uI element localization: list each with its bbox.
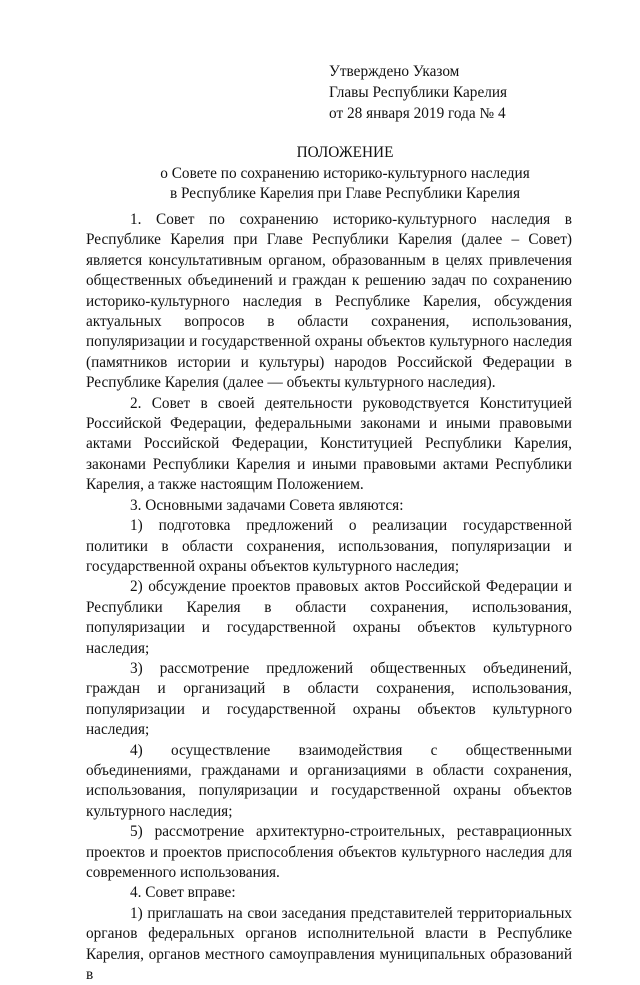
document-body — [86, 210, 572, 985]
paragraph: 1) подготовка предложений о реализации государственной политики в области сохранения, использования, популяризации и государственной охраны объектов культурного наследия; — [86, 517, 572, 575]
approval-stamp — [329, 61, 507, 124]
document-subtitle: о Совете по сохранению историко-культурного наследия — [160, 164, 530, 182]
paragraph: 3. Основными задачами Совета являются: — [130, 496, 404, 514]
paragraph: 4. Совет вправе: — [130, 884, 236, 902]
paragraph: 2) обсуждение проектов правовых актов Российской Федерации и Республики Карелия в области сохранения, использования, популяризации и государственной охраны объектов культурного наследия; — [86, 578, 572, 657]
paragraph: 1) приглашать на свои заседания представителей территориальных органов федеральных органов исполнительной власти в Республике Карелия, органов местного самоуправления муниципальных образований в — [86, 904, 572, 984]
document-title — [60, 143, 630, 205]
paragraph: 2. Совет в своей деятельности руководствуется Конституцией Российской Федерации, федеральными законами и иными правовыми актами Российской Федерации, Конституцией Республики Карелия, законами Республики Карелия и иными правовыми актами Республики Карелия, а также настоящим Положением. — [86, 394, 572, 494]
document-heading: ПОЛОЖЕНИЕ — [296, 144, 394, 161]
paragraph: 1. Совет по сохранению историко-культурного наследия в Республике Карелия при Главе Республики Карелия (далее – Совет) является консультативным органом, образованным в целях привлечения общественных объединений и граждан к решению задач по сохранению историко-культурного наследия в Республике Карелия, обсуждения актуальных вопросов в области сохранения, использования, популяризации и государственной охраны объектов культурного наследия (памятников истории и культуры) народов Российской Федерации в Республике Карелия (далее — объекты культурного наследия). — [86, 211, 572, 392]
approval-line: Утверждено Указом — [329, 63, 460, 80]
paragraph: 4) осуществление взаимодействия с общественными объединениями, гражданами и организациями в области сохранения, использования, популяризации и государственной охраны объектов культурного наследия; — [86, 741, 572, 820]
paragraph: 5) рассмотрение архитектурно-строительных, реставрационных проектов и проектов приспособления объектов культурного наследия для современного использования. — [86, 823, 572, 881]
document-subtitle: в Республике Карелия при Главе Республики Карелия — [169, 185, 521, 202]
approval-line: Главы Республики Карелия — [329, 84, 508, 101]
paragraph: 3) рассмотрение предложений общественных объединений, граждан и организаций в области сохранения, использования, популяризации и государственной охраны объектов культурного наследия; — [86, 659, 572, 739]
approval-line: от 28 января 2019 года № 4 — [329, 105, 506, 122]
